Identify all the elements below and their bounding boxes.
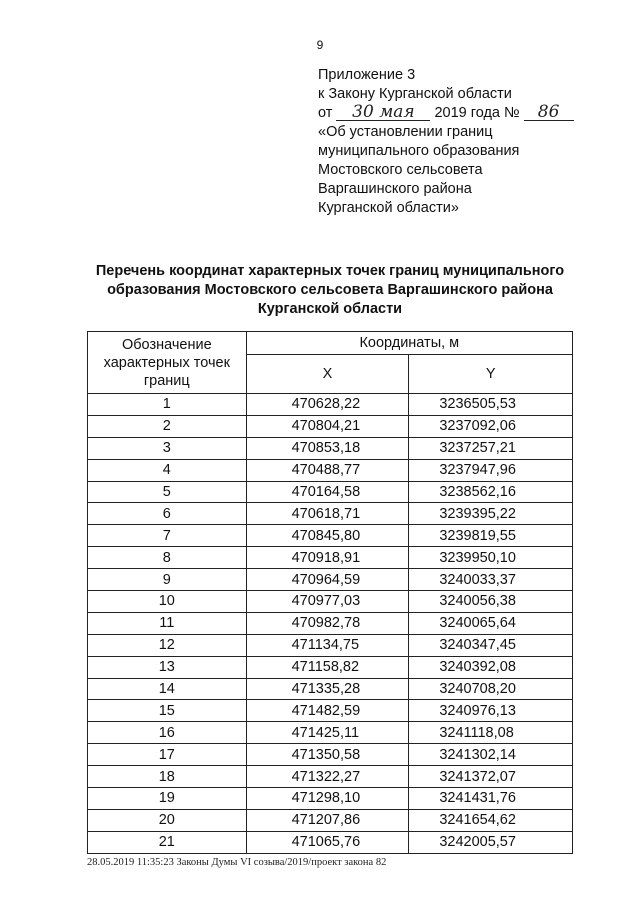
handwritten-law-number: 86 [524,104,574,121]
title-line-2: образования Мостовского сельсовета Варгашинского района [107,282,553,298]
table-row [88,569,573,591]
y-coordinate-cell: 3240347,45 [409,634,573,656]
table-row [88,547,573,569]
point-number-cell: 8 [88,547,247,569]
y-coordinate-cell: 3238562,16 [409,481,573,503]
table-row [88,459,573,481]
point-number-cell: 19 [88,788,247,810]
table-row [88,722,573,744]
y-coordinate-cell: 3241372,07 [409,766,573,788]
x-coordinate-cell: 470977,03 [246,591,409,613]
y-coordinate-cell: 3240033,37 [409,569,573,591]
y-coordinate-cell: 3240065,64 [409,612,573,634]
table-row [88,700,573,722]
header-x: X [246,355,409,394]
y-coordinate-cell: 3237092,06 [409,415,573,437]
table-row [88,678,573,700]
y-coordinate-cell: 3240708,20 [409,678,573,700]
x-coordinate-cell: 471134,75 [246,634,409,656]
appendix-date-line [318,104,618,123]
point-number-cell: 10 [88,591,247,613]
table-row [88,437,573,459]
header-designation-line-2: характерных точек [103,354,230,371]
y-coordinate-cell: 3237257,21 [409,437,573,459]
table-row [88,612,573,634]
point-number-cell: 17 [88,744,247,766]
x-coordinate-cell: 470918,91 [246,547,409,569]
header-designation [88,332,247,394]
point-number-cell: 4 [88,459,247,481]
y-coordinate-cell: 3242005,57 [409,831,573,853]
point-number-cell: 12 [88,634,247,656]
x-coordinate-cell: 471425,11 [246,722,409,744]
appendix-line-2: к Закону Курганской области [318,86,512,102]
table-row [88,394,573,416]
x-coordinate-cell: 470488,77 [246,459,409,481]
y-coordinate-cell: 3241118,08 [409,722,573,744]
y-coordinate-cell: 3240392,08 [409,656,573,678]
x-coordinate-cell: 471065,76 [246,831,409,853]
y-coordinate-cell: 3239950,10 [409,547,573,569]
x-coordinate-cell: 470164,58 [246,481,409,503]
document-title [60,262,600,319]
x-coordinate-cell: 470982,78 [246,612,409,634]
point-number-cell: 15 [88,700,247,722]
point-number-cell: 21 [88,831,247,853]
y-coordinate-cell: 3236505,53 [409,394,573,416]
table-row [88,503,573,525]
header-y: Y [409,355,573,394]
point-number-cell: 6 [88,503,247,525]
page-number: 9 [316,38,324,52]
appendix-line-8: Курганской области» [318,200,459,216]
date-suffix: 2019 года № [434,105,520,121]
x-coordinate-cell: 471322,27 [246,766,409,788]
header-designation-line-1: Обозначение [121,336,212,353]
x-coordinate-cell: 471482,59 [246,700,409,722]
date-prefix: от [318,105,333,121]
y-coordinate-cell: 3241431,76 [409,788,573,810]
y-coordinate-cell: 3240056,38 [409,591,573,613]
point-number-cell: 7 [88,525,247,547]
y-coordinate-cell: 3241654,62 [409,809,573,831]
y-coordinate-cell: 3240976,13 [409,700,573,722]
title-line-1: Перечень координат характерных точек границ муниципального [95,263,565,279]
x-coordinate-cell: 470628,22 [246,394,409,416]
appendix-line-7: Варгашинского района [318,181,472,197]
y-coordinate-cell: 3241302,14 [409,744,573,766]
point-number-cell: 13 [88,656,247,678]
x-coordinate-cell: 470964,59 [246,569,409,591]
header-designation-line-3: границ [143,372,190,389]
y-coordinate-cell: 3237947,96 [409,459,573,481]
table-row [88,481,573,503]
table-row [88,788,573,810]
point-number-cell: 18 [88,766,247,788]
y-coordinate-cell: 3239395,22 [409,503,573,525]
point-number-cell: 16 [88,722,247,744]
table-row [88,744,573,766]
y-coordinate-cell: 3239819,55 [409,525,573,547]
point-number-cell: 11 [88,612,247,634]
table-row [88,656,573,678]
header-coordinates: Координаты, м [246,332,572,355]
footer-stamp: 28.05.2019 11:35:23 Законы Думы VI созыва/2019/проект закона 82 [87,857,387,868]
appendix-line-1: Приложение 3 [318,67,416,83]
point-number-cell: 3 [88,437,247,459]
appendix-line-5: муниципального образования [318,143,520,159]
x-coordinate-cell: 470804,21 [246,415,409,437]
appendix-line-6: Мостовского сельсовета [318,162,483,178]
table-row [88,766,573,788]
coordinates-table [87,331,573,854]
point-number-cell: 20 [88,809,247,831]
table-row [88,415,573,437]
x-coordinate-cell: 470618,71 [246,503,409,525]
title-line-3: Курганской области [257,301,403,317]
table-row [88,831,573,853]
point-number-cell: 2 [88,415,247,437]
table-row [88,591,573,613]
table-row [88,634,573,656]
x-coordinate-cell: 471207,86 [246,809,409,831]
table-row [88,809,573,831]
point-number-cell: 14 [88,678,247,700]
point-number-cell: 9 [88,569,247,591]
table-row [88,525,573,547]
point-number-cell: 5 [88,481,247,503]
x-coordinate-cell: 470845,80 [246,525,409,547]
appendix-block [318,66,618,218]
point-number-cell: 1 [88,394,247,416]
x-coordinate-cell: 471350,58 [246,744,409,766]
x-coordinate-cell: 471335,28 [246,678,409,700]
handwritten-date: 30 мая [336,104,430,121]
x-coordinate-cell: 470853,18 [246,437,409,459]
x-coordinate-cell: 471158,82 [246,656,409,678]
table-body [88,394,573,854]
appendix-line-4: «Об установлении границ [318,124,493,140]
x-coordinate-cell: 471298,10 [246,788,409,810]
